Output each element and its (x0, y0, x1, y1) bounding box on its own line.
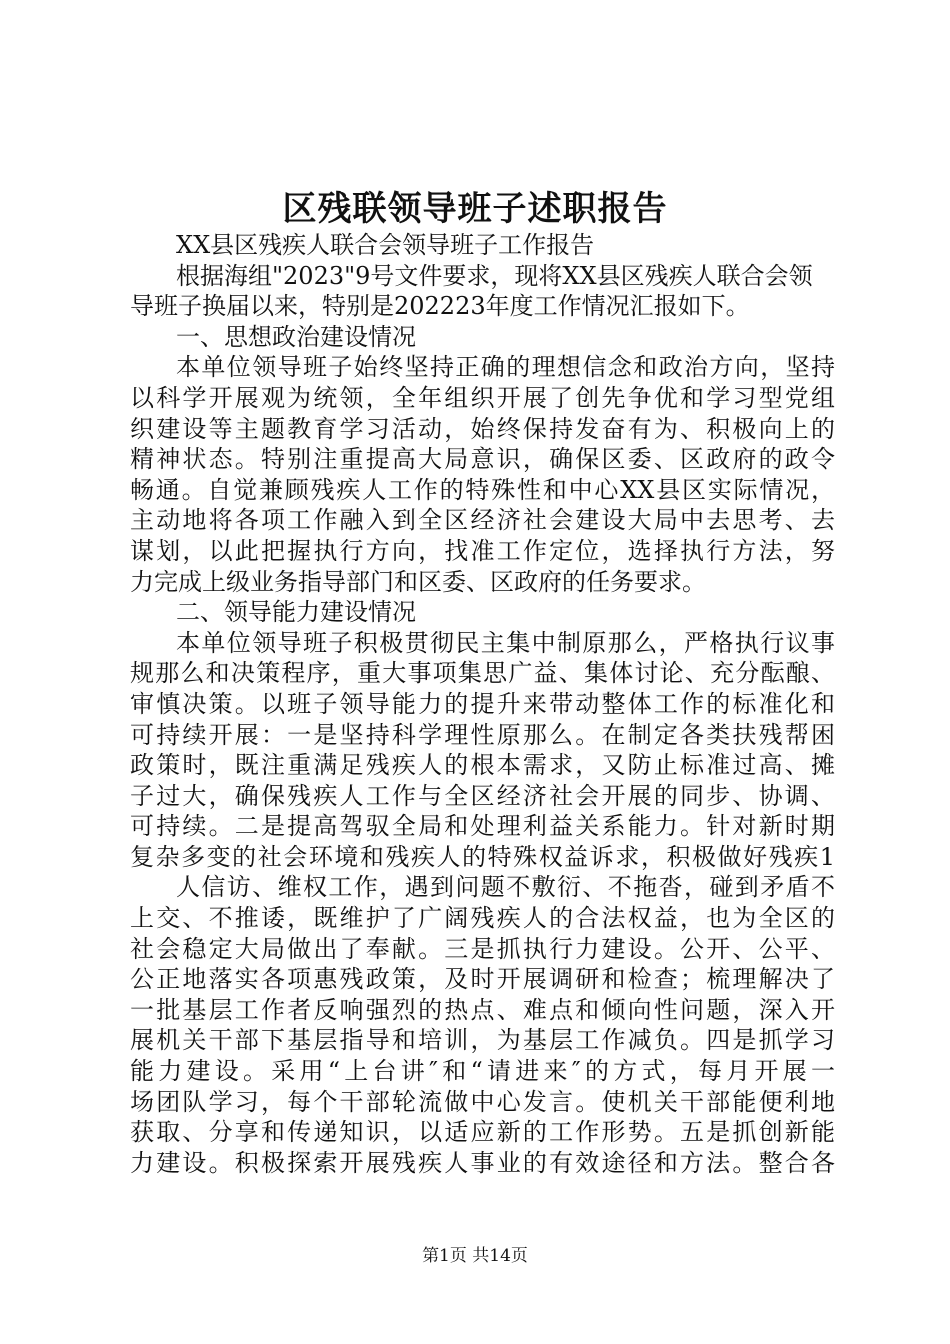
text-line: 公正地落实各项惠残政策，及时开展调研和检查；梳理解决了 (130, 965, 835, 994)
text-line: 可持续。二是提高驾驭全局和处理利益关系能力。针对新时期 (130, 812, 835, 841)
text-line: 根据海组"2023"9号文件要求，现将XX县区残疾人联合会领 (176, 261, 813, 290)
page-number-footer: 第1页 共14页 (422, 1246, 528, 1266)
text-line: 获取、分享和传递知识，以适应新的工作形势。五是抓创新能 (130, 1118, 835, 1147)
text-line: 场团队学习，每个干部轮流做中心发言。使机关干部能便利地 (130, 1087, 835, 1116)
text-line: 一、思想政治建设情况 (176, 322, 416, 351)
text-line: 导班子换届以来，特别是202223年度工作情况汇报如下。 (130, 292, 750, 321)
text-line: 力建设。积极探索开展残疾人事业的有效途径和方法。整合各 (130, 1148, 835, 1177)
text-line: 二、领导能力建设情况 (176, 598, 416, 627)
text-line: 上交、不推诿，既维护了广阔残疾人的合法权益，也为全区的 (130, 904, 835, 933)
text-line: 主动地将各项工作融入到全区经济社会建设大局中去思考、去 (130, 506, 835, 535)
text-line: 规那么和决策程序，重大事项集思广益、集体讨论、充分酝酿、 (130, 659, 835, 688)
text-line: 以科学开展观为统领，全年组织开展了创先争优和学习型党组 (130, 383, 835, 412)
text-line: 一批基层工作者反响强烈的热点、难点和倾向性问题，深入开 (130, 995, 835, 1024)
text-line: 人信访、维权工作，遇到问题不敷衍、不拖沓，碰到矛盾不 (176, 873, 835, 902)
text-line: 精神状态。特别注重提高大局意识，确保区委、区政府的政令 (130, 445, 835, 474)
text-line: 织建设等主题教育学习活动，始终保持发奋有为、积极向上的 (130, 414, 835, 443)
text-line: 能力建设。采用“上台讲″和“请进来″的方式，每月开展一 (130, 1057, 835, 1086)
text-line: 政策时，既注重满足残疾人的根本需求，又防止标准过高、摊 (130, 751, 835, 780)
text-line: 子过大，确保残疾人工作与全区经济社会开展的同步、协调、 (130, 781, 835, 810)
text-line: 力完成上级业务指导部门和区委、区政府的任务要求。 (130, 567, 706, 596)
text-line: 展机关干部下基层指导和培训，为基层工作减负。四是抓学习 (130, 1026, 835, 1055)
text-line: 本单位领导班子始终坚持正确的理想信念和政治方向，坚持 (176, 353, 835, 382)
document-body (130, 230, 835, 1178)
text-line: XX县区残疾人联合会领导班子工作报告 (176, 231, 595, 259)
text-line: 可持续开展：一是坚持科学理性原那么。在制定各类扶残帮困 (130, 720, 835, 749)
text-line: 复杂多变的社会环境和残疾人的特殊权益诉求，积极做好残疾1 (130, 842, 835, 871)
text-line: 本单位领导班子积极贯彻民主集中制原那么，严格执行议事 (176, 628, 835, 657)
text-line: 社会稳定大局做出了奉献。三是抓执行力建设。公开、公平、 (130, 934, 835, 963)
document-title: 区残联领导班子述职报告 (282, 189, 668, 229)
text-line: 谋划，以此把握执行方向，找准工作定位，选择执行方法，努 (130, 536, 835, 565)
text-line: 畅通。自觉兼顾残疾人工作的特殊性和中心XX县区实际情况， (130, 475, 835, 504)
text-line: 审慎决策。以班子领导能力的提升来带动整体工作的标准化和 (130, 689, 835, 718)
